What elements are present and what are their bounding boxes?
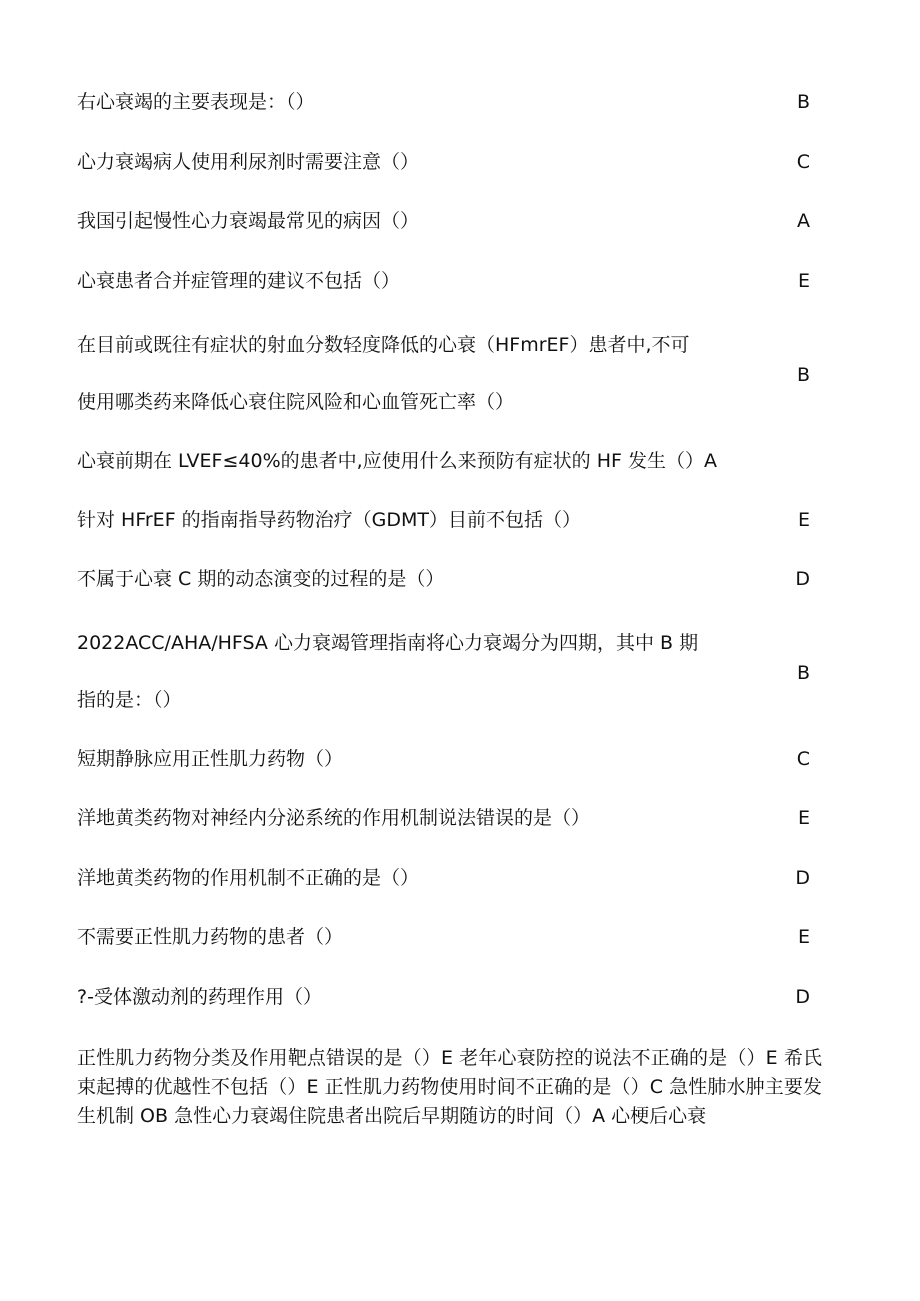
answer-letter: E	[797, 807, 810, 829]
question-text: 心衰患者合并症管理的建议不包括（）	[77, 270, 401, 292]
question-text: 我国引起慢性心力衰竭最常见的病因（）	[77, 210, 420, 232]
answer-letter: B	[796, 91, 810, 113]
question-text: 短期静脉应用正性肌力药物（）	[77, 748, 344, 770]
answer-letter: B	[796, 662, 810, 684]
answer-letter: E	[797, 509, 810, 531]
question-text: 针对 HFrEF 的指南指导药物治疗（GDMT）目前不包括（）	[77, 509, 582, 531]
question-text-line-1: 2022ACC/AHA/HFSA 心力衰竭管理指南将心力衰竭分为四期，其中 B 期	[77, 632, 699, 654]
question-text: 不需要正性肌力药物的患者（）	[77, 926, 344, 948]
answer-letter: C	[796, 748, 810, 770]
run-on-paragraph: 正性肌力药物分类及作用靶点错误的是（）E 老年心衰防控的说法不正确的是（）E 希氏束起搏的优越性不包括（）E 正性肌力药物使用时间不正确的是（）C 急性肺水肿主要发生机制 OB 急性心力衰竭住院患者出院后早期随访的时间（）A 心梗后心衰	[77, 1047, 822, 1127]
question-text-line-2: 使用哪类药来降低心衰住院风险和心血管死亡率（）	[77, 391, 515, 413]
answer-letter: D	[795, 867, 810, 889]
question-text: 心力衰竭病人使用利尿剂时需要注意（）	[77, 151, 420, 173]
question-text: 右心衰竭的主要表现是：（）	[77, 91, 315, 113]
answer-letter: D	[795, 986, 810, 1008]
question-text: 不属于心衰 C 期的动态演变的过程的是（）	[77, 568, 445, 590]
answer-letter: A	[797, 210, 810, 232]
answer-letter: B	[796, 364, 810, 386]
answer-letter: E	[797, 270, 810, 292]
question-text: 洋地黄类药物对神经内分泌系统的作用机制说法错误的是（）	[77, 807, 591, 829]
question-text: ?-受体激动剂的药理作用（）	[77, 986, 322, 1008]
question-text-line-2: 指的是：（）	[77, 689, 182, 711]
question-text-line-1: 在目前或既往有症状的射血分数轻度降低的心衰（HFmrEF）患者中,不可	[77, 334, 690, 356]
answer-letter: C	[796, 151, 810, 173]
question-text: 心衰前期在 LVEF≤40%的患者中,应使用什么来预防有症状的 HF 发生（）A	[77, 450, 717, 472]
question-text: 洋地黄类药物的作用机制不正确的是（）	[77, 867, 420, 889]
answer-letter: D	[795, 568, 810, 590]
answer-letter: E	[797, 926, 810, 948]
